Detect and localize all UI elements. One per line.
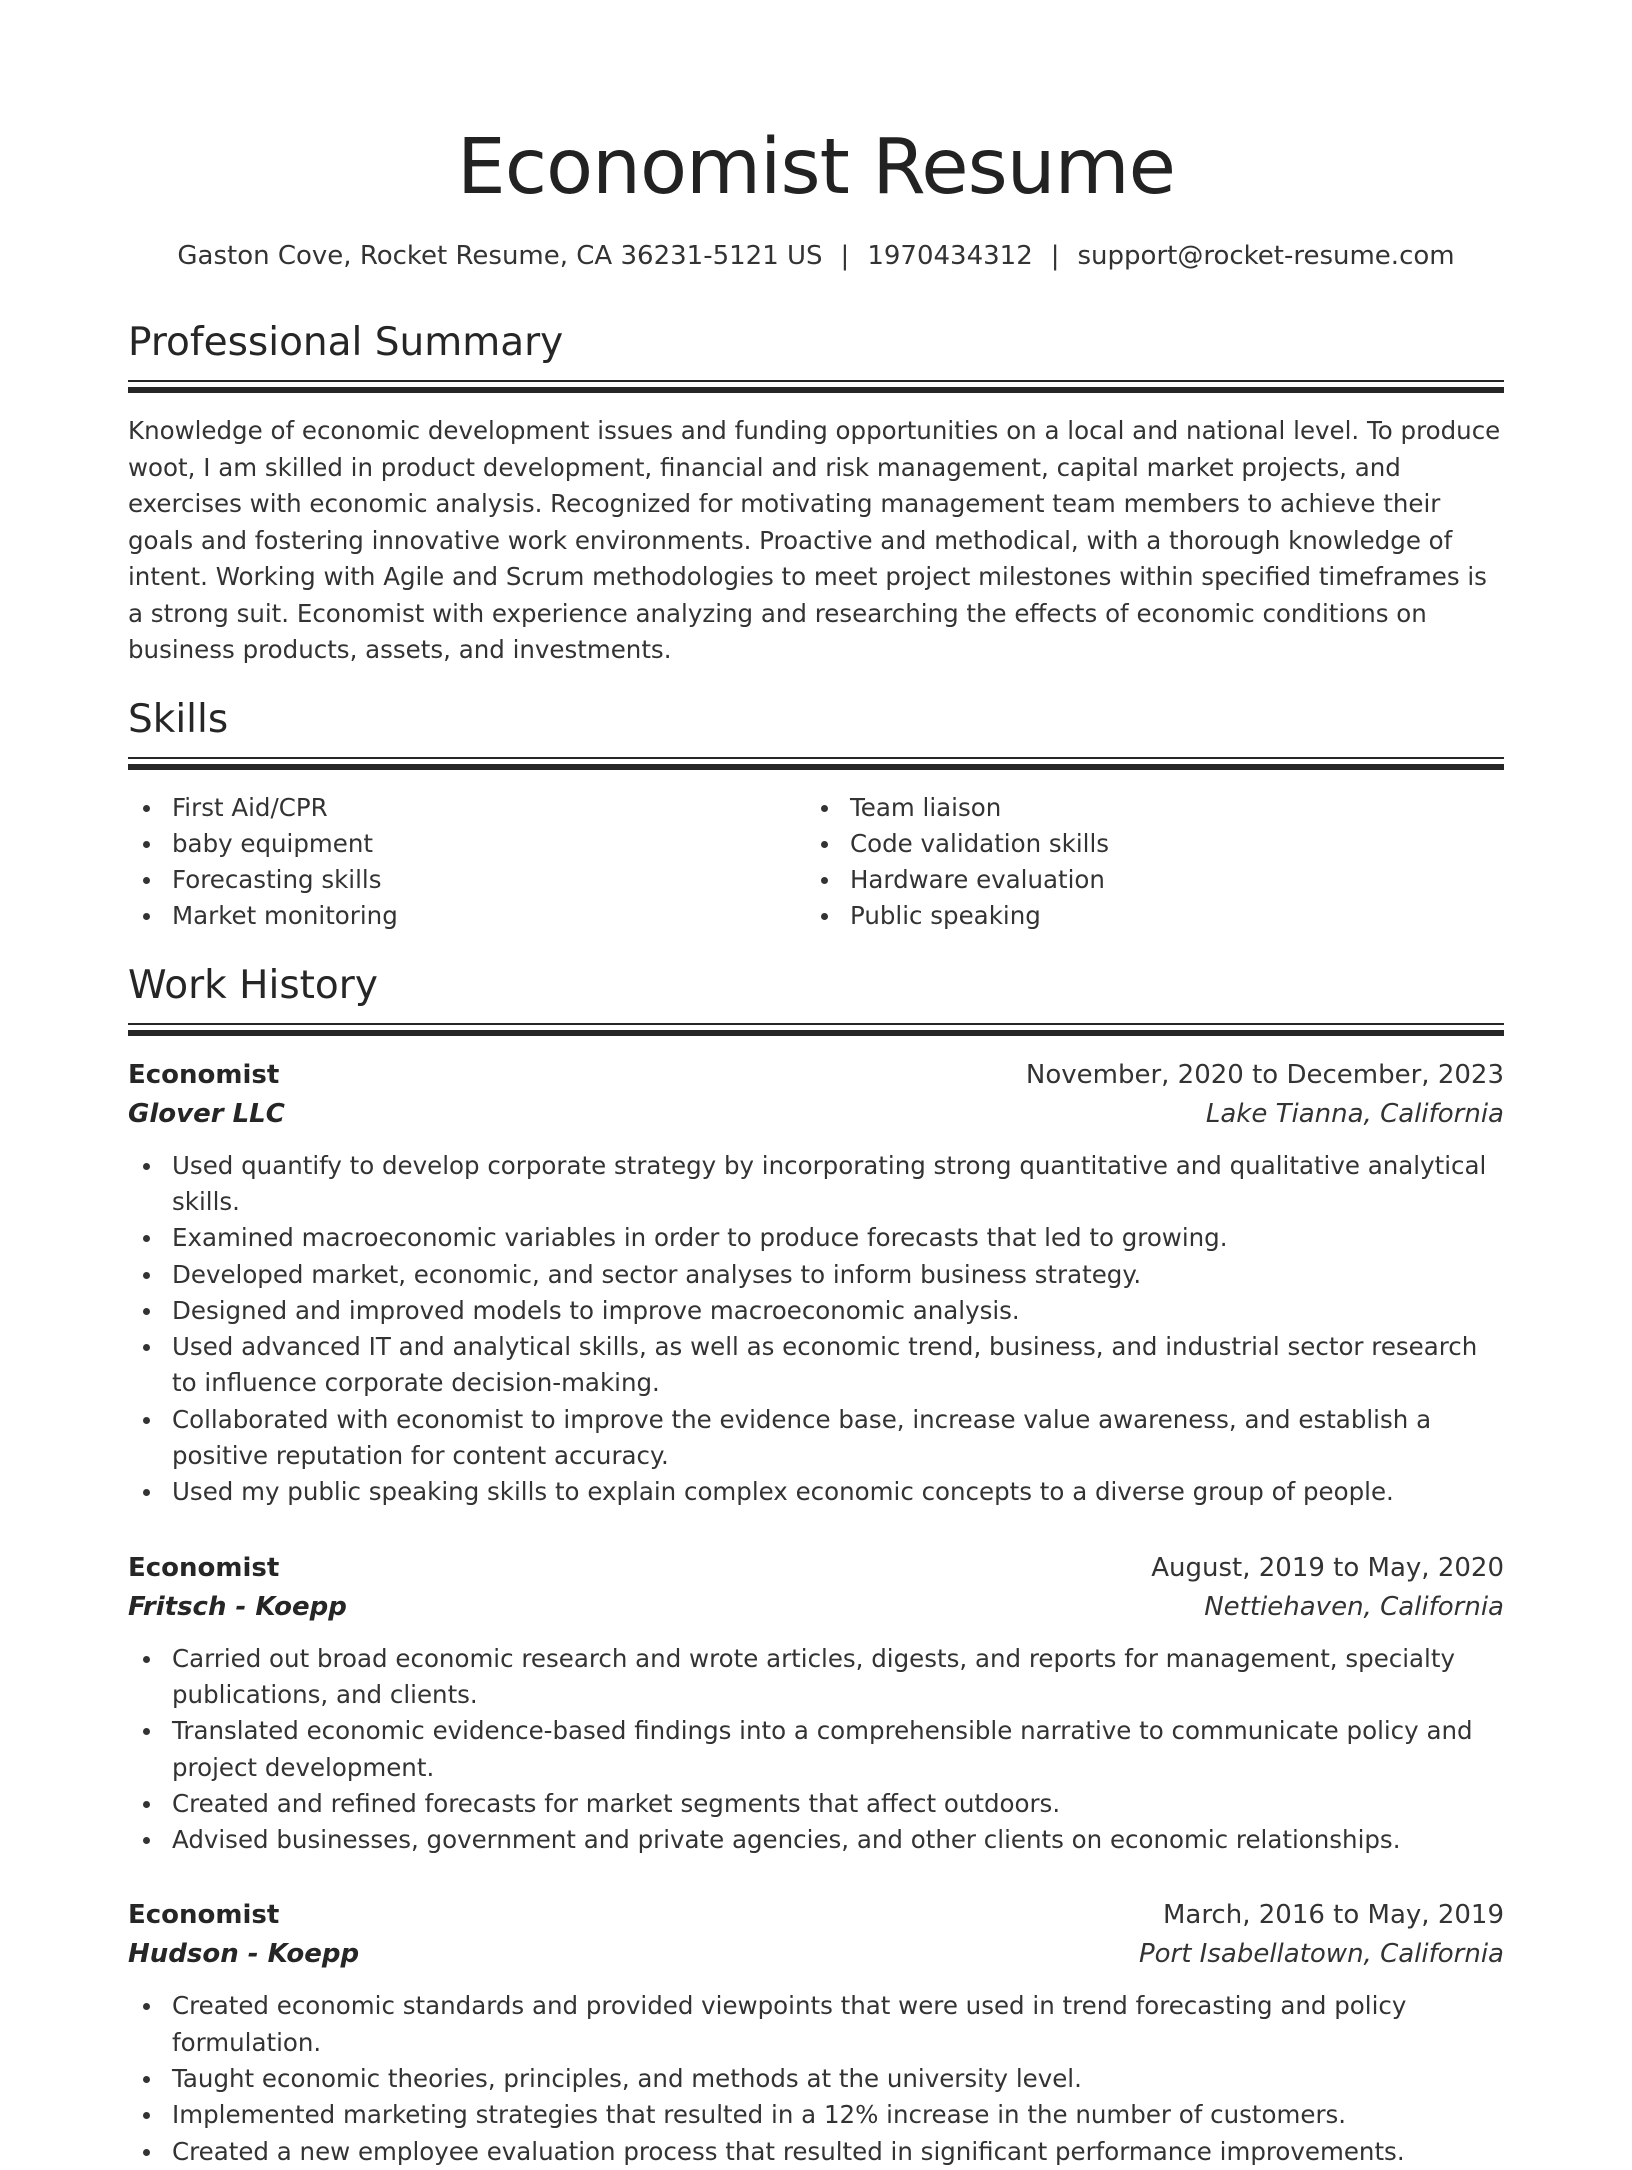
section-divider [128, 757, 1504, 770]
job-bullet: Advised businesses, government and private agencies, and other clients on economic relationships. [128, 1822, 1504, 1858]
skill-item: Forecasting skills [128, 862, 806, 898]
job-company: Hudson - Koepp [128, 1939, 360, 1970]
job-title: Economist [128, 1552, 280, 1583]
job-entry [128, 1896, 1504, 2169]
resume-title: Economist Resume [457, 123, 1175, 212]
job-bullet: Collaborated with economist to improve the evidence base, increase value awareness, and establish a positive reputation for content accuracy. [128, 1402, 1504, 1475]
job-bullet: Developed market, economic, and sector analyses to inform business strategy. [128, 1257, 1504, 1293]
job-location: Lake Tianna, California [1205, 1098, 1504, 1129]
skill-item: Public speaking [806, 898, 1484, 934]
skills-list [128, 790, 1504, 935]
job-bullet: Translated economic evidence-based findings into a comprehensible narrative to communicate policy and project development. [128, 1713, 1504, 1786]
job-bullet: Used quantify to develop corporate strategy by incorporating strong quantitative and qualitative analytical skills. [128, 1148, 1504, 1221]
contact-phone: 1970434312 [867, 241, 1033, 271]
job-bullet: Created and refined forecasts for market segments that affect outdoors. [128, 1786, 1504, 1822]
section-divider [128, 380, 1504, 393]
summary-text: Knowledge of economic development issues and funding opportunities on a local and national level. To produce woot, I am skilled in product development, financial and risk management, capital market projects, and exercises with economic analysis. Recognized for motivating management team members to achieve their goals and fostering innovative work environments. Proactive and methodical, with a thorough knowledge of intent. Working with Agile and Scrum methodologies to meet project milestones within specified timeframes is a strong suit. Economist with experience analyzing and researching the effects of economic conditions on business products, assets, and investments. [128, 416, 1501, 664]
job-bullets [128, 1148, 1504, 1511]
job-company: Fritsch - Koepp [128, 1591, 347, 1622]
skills-column-right [806, 790, 1484, 935]
skills-column-left [128, 790, 806, 935]
skills-heading: Skills [128, 696, 229, 742]
job-bullet: Used advanced IT and analytical skills, as well as economic trend, business, and industrial sector research to influence corporate decision-making. [128, 1329, 1504, 1402]
job-bullets [128, 1641, 1504, 1859]
job-location: Port Isabellatown, California [1138, 1939, 1504, 1970]
contact-separator: | [840, 241, 850, 271]
skill-item: baby equipment [128, 826, 806, 862]
job-company: Glover LLC [128, 1098, 285, 1129]
job-bullet: Designed and improved models to improve macroeconomic analysis. [128, 1293, 1504, 1329]
contact-address: Gaston Cove, Rocket Resume, CA 36231-5121 US [177, 241, 823, 271]
resume-content [128, 0, 1504, 2170]
skill-item: Code validation skills [806, 826, 1484, 862]
skill-item: Hardware evaluation [806, 862, 1484, 898]
summary-section-header [128, 318, 1504, 393]
contact-line [128, 238, 1504, 274]
skill-item: Team liaison [806, 790, 1484, 826]
work-heading: Work History [128, 962, 378, 1008]
skill-item: Market monitoring [128, 898, 806, 934]
job-bullet: Carried out broad economic research and wrote articles, digests, and reports for management, specialty publications, and clients. [128, 1641, 1504, 1714]
job-title: Economist [128, 1059, 280, 1090]
contact-separator: | [1050, 241, 1060, 271]
job-dates: August, 2019 to May, 2020 [1151, 1552, 1504, 1583]
job-bullets [128, 1988, 1504, 2169]
summary-heading: Professional Summary [128, 320, 564, 365]
job-location: Nettiehaven, California [1204, 1591, 1504, 1622]
job-entry [128, 1549, 1504, 1859]
contact-email: support@rocket-resume.com [1077, 241, 1455, 271]
section-divider [128, 1023, 1504, 1036]
job-bullet: Created a new employee evaluation process that resulted in significant performance improvements. [128, 2134, 1504, 2170]
job-entry [128, 1056, 1504, 1511]
job-bullet: Used my public speaking skills to explain complex economic concepts to a diverse group of people. [128, 1474, 1504, 1510]
job-bullet: Taught economic theories, principles, and methods at the university level. [128, 2061, 1504, 2097]
skills-section-header [128, 695, 1504, 770]
job-bullet: Implemented marketing strategies that resulted in a 12% increase in the number of customers. [128, 2097, 1504, 2133]
job-title: Economist [128, 1900, 280, 1931]
job-bullet: Examined macroeconomic variables in order to produce forecasts that led to growing. [128, 1220, 1504, 1256]
job-bullet: Created economic standards and provided viewpoints that were used in trend forecasting and policy formulation. [128, 1988, 1504, 2061]
job-dates: March, 2016 to May, 2019 [1162, 1900, 1504, 1931]
skill-item: First Aid/CPR [128, 790, 806, 826]
work-section-header [128, 961, 1504, 1036]
job-dates: November, 2020 to December, 2023 [1025, 1059, 1504, 1090]
